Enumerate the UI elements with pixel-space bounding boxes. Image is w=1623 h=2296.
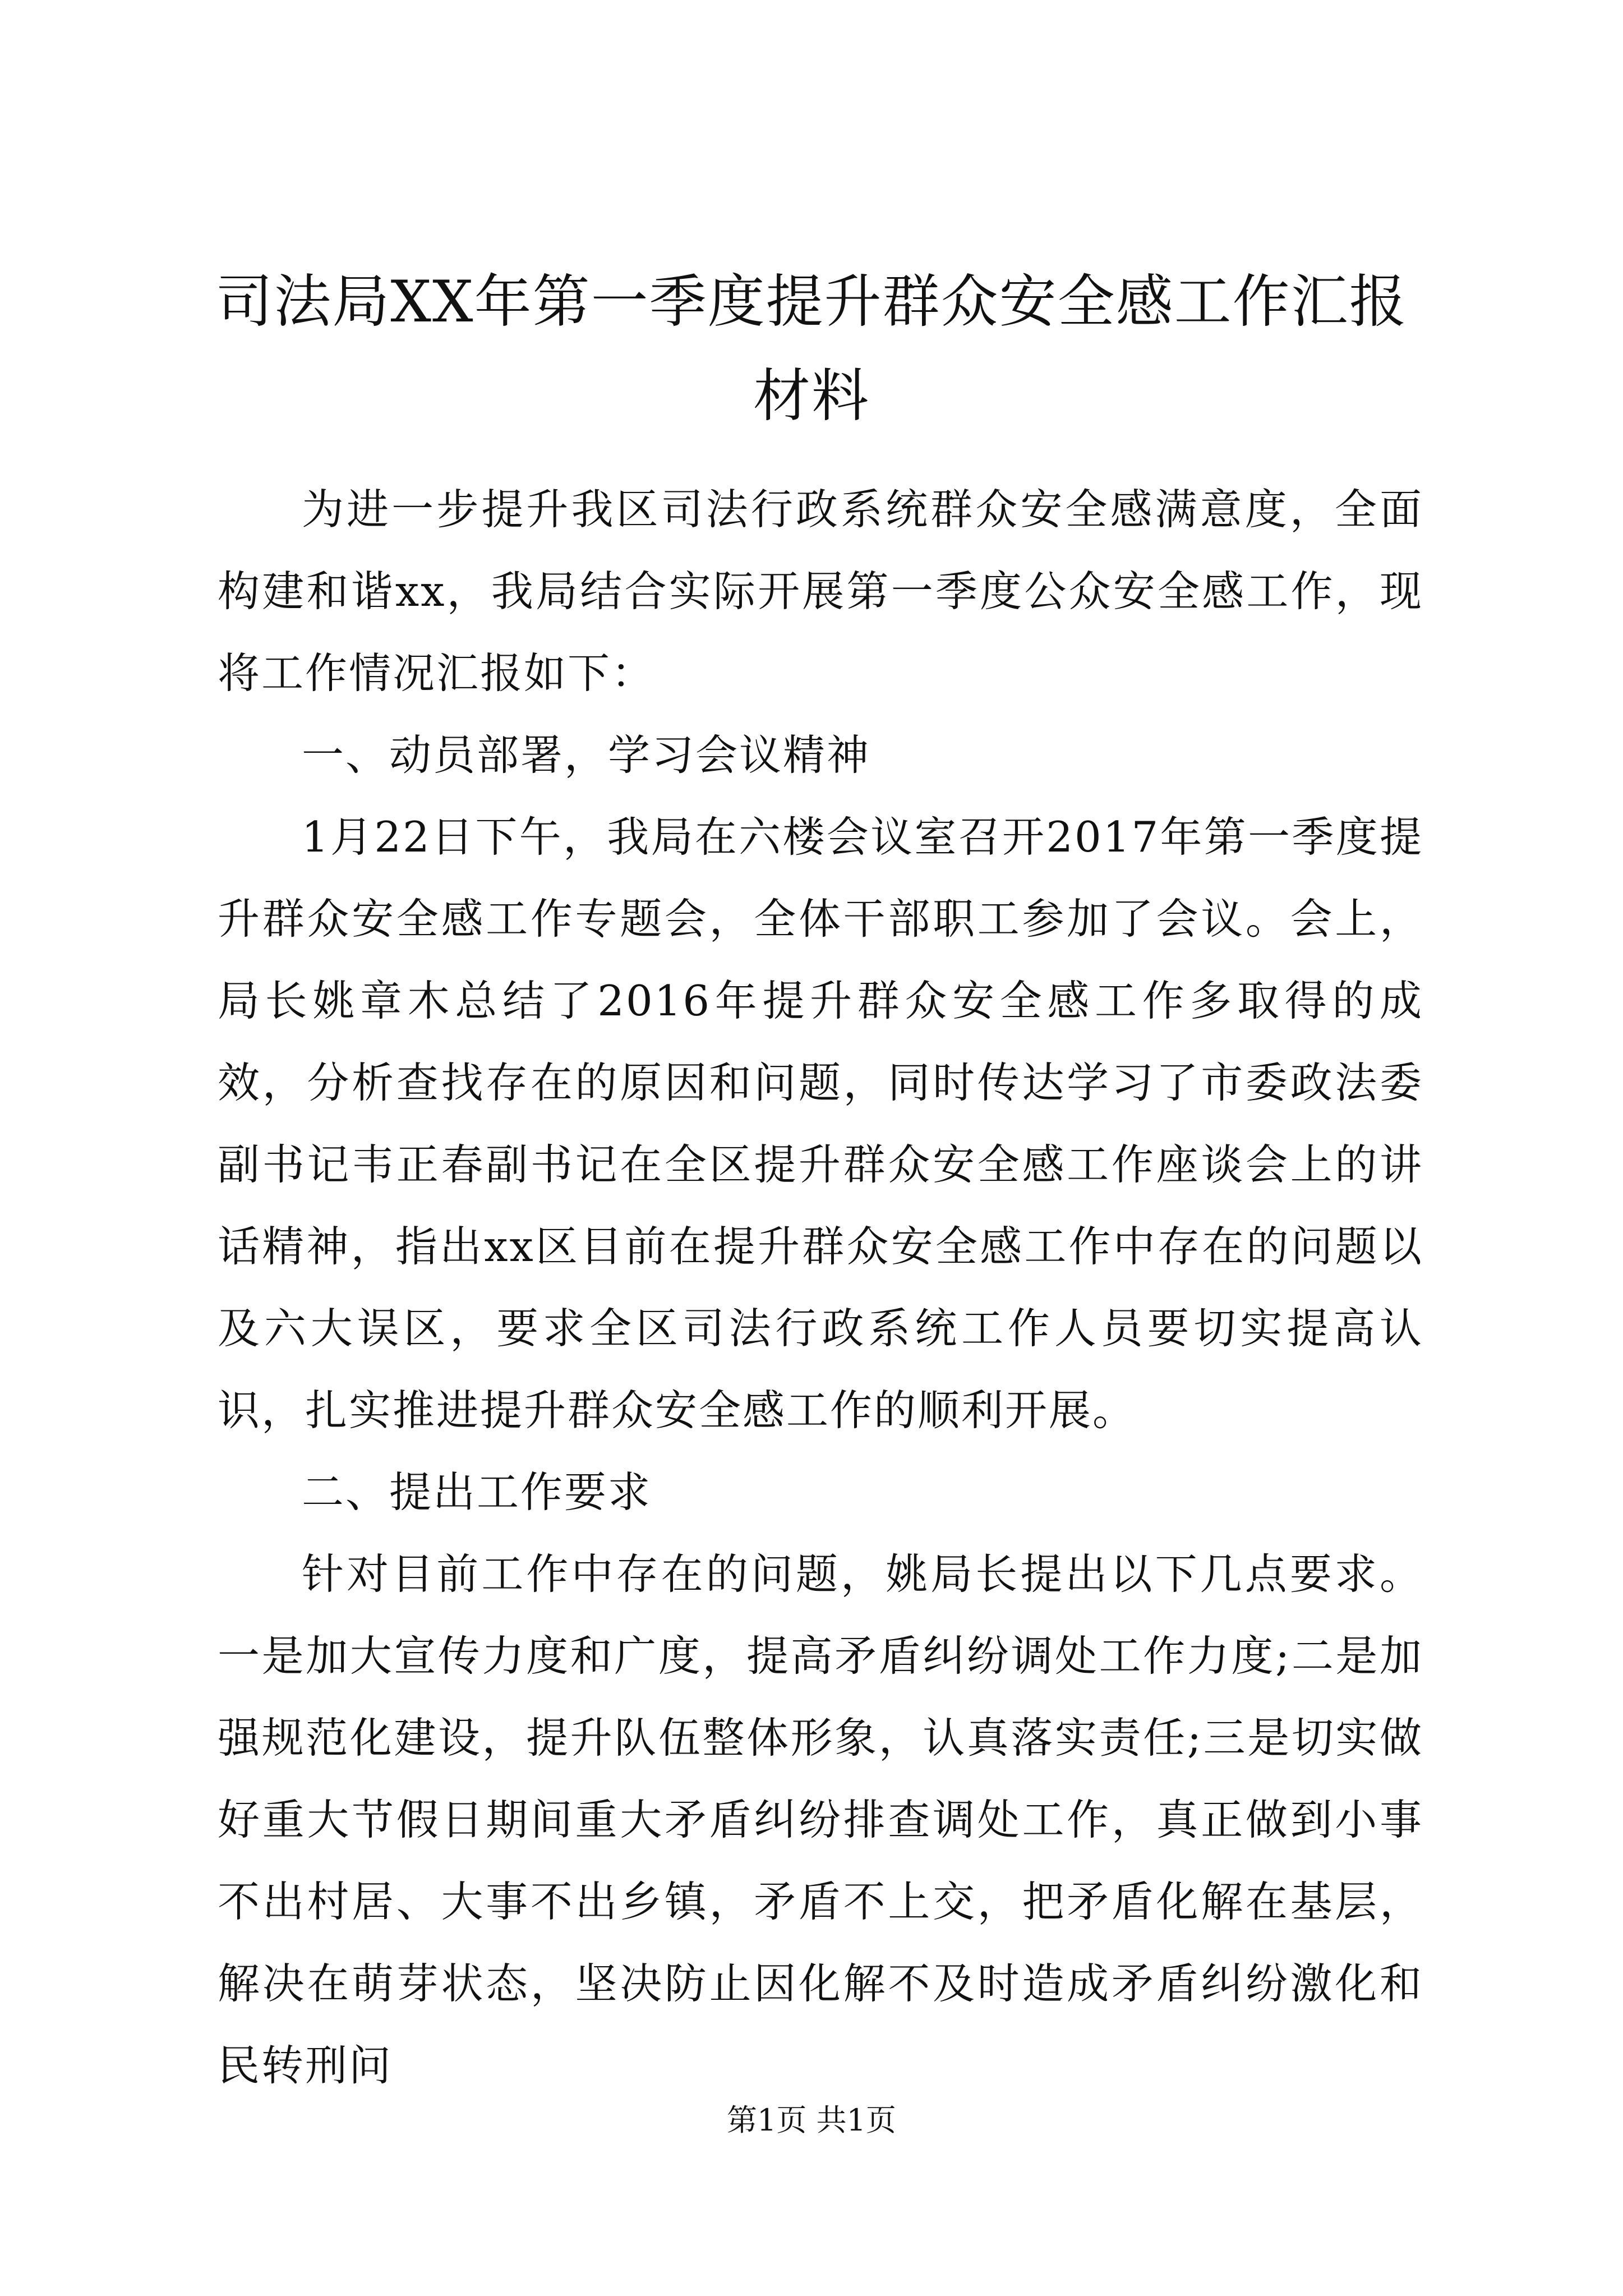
page-footer: 第1页 共1页 [727, 2102, 896, 2138]
paragraph-requirements: 针对目前工作中存在的问题，姚局长提出以下几点要求。一是加大宣传力度和广度，提高矛盾纠纷调处工作力度;二是加强规范化建设，提升队伍整体形象，认真落实责任;三是切实做好重大节假日期间重大矛盾纠纷排查调处工作，真正做到小事不出村居、大事不出乡镇，矛盾不上交，把矛盾化解在基层，解决在萌芽状态，坚决防止因化解不及时造成矛盾纠纷激化和民转刑问 [218, 1549, 1423, 2090]
section-heading-2: 二、提出工作要求 [302, 1467, 652, 1517]
paragraph-intro: 为进一步提升我区司法行政系统群众安全感满意度，全面构建和谐xx，我局结合实际开展第一季度公众安全感工作，现将工作情况汇报如下： [218, 485, 1423, 698]
section-heading-1: 一、动员部署，学习会议精神 [302, 730, 871, 780]
paragraph-meeting: 1月22日下午，我局在六楼会议室召开2017年第一季度提升群众安全感工作专题会，全体干部职工参加了会议。会上，局长姚章木总结了2016年提升群众安全感工作多取得的成效，分析查找存在的原因和问题，同时传达学习了市委政法委副书记韦正春副书记在全区提升群众安全感工作座谈会上的讲话精神，指出xx区目前在提升群众安全感工作中存在的问题以及六大误区，要求全区司法行政系统工作人员要切实提高认识，扎实推进提升群众安全感工作的顺利开展。 [218, 812, 1423, 1435]
document-title: 司法局XX年第一季度提升群众安全感工作汇报材料 [215, 269, 1408, 430]
document-body [218, 468, 1423, 2106]
